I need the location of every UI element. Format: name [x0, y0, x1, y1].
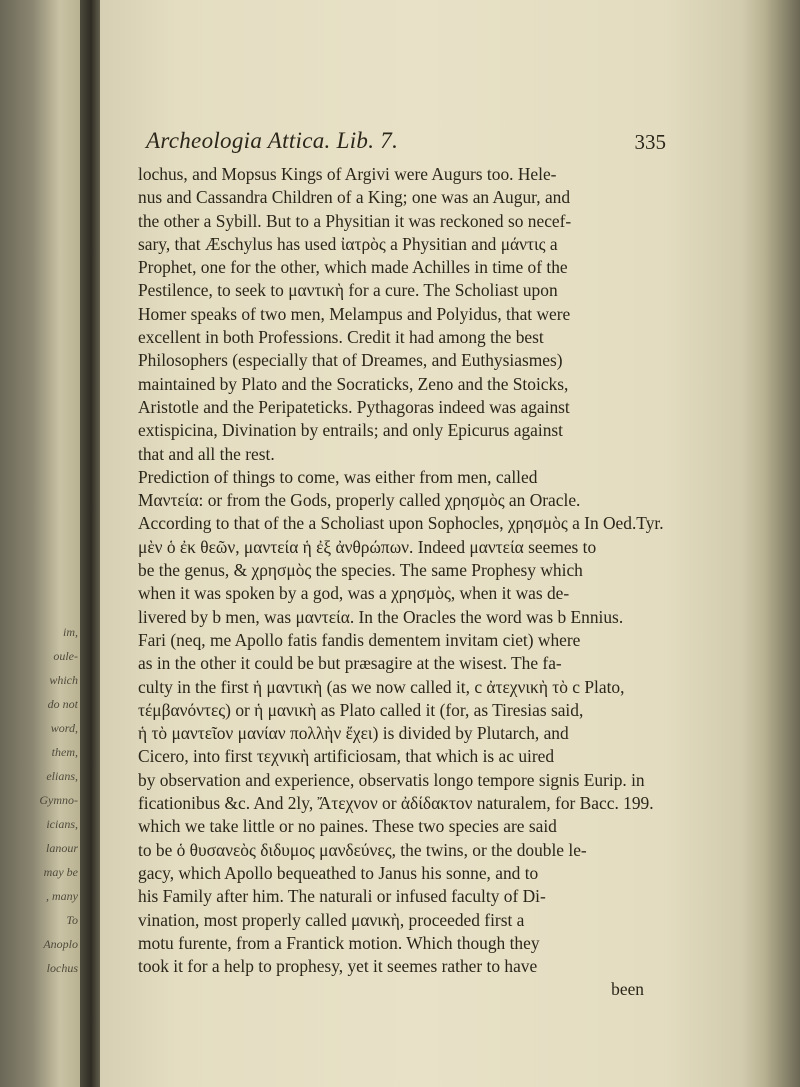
text-line: Pestilence, to seek to μαντικὴ for a cure. The Scholiast upon: [138, 280, 558, 301]
facing-fragment: may be: [43, 865, 78, 879]
facing-fragment: lochus: [46, 961, 78, 975]
facing-fragment: elians,: [46, 769, 78, 783]
book-gutter: [80, 0, 102, 1087]
facing-fragment: word,: [50, 721, 78, 735]
facing-fragment: them,: [51, 745, 78, 759]
page-number: 335: [634, 130, 666, 154]
catchword: been: [611, 979, 644, 1000]
text-line: Prediction of things to come, was either from men, called: [138, 466, 538, 487]
text-line: took it for a help to prophesy, yet it seemes rather to have: [138, 956, 538, 977]
text-line: Philosophers (especially that of Dreames, and Euthysiasmes): [138, 350, 563, 371]
text-line: that and all the rest.: [138, 443, 275, 464]
text-line: by observation and experience, observatis longo tempore signis Eurip. in: [138, 769, 645, 790]
page-edge-right: [740, 0, 800, 1087]
text-line: vination, most properly called μανικὴ, proceeded first a: [138, 909, 525, 930]
text-line: τέμβανόντες) or ἡ μανικὴ as Plato called it (for, as Tiresias said,: [138, 699, 584, 720]
text-line: motu furente, from a Frantick motion. Which though they: [138, 932, 540, 953]
text-line: maintained by Plato and the Socraticks, Zeno and the Stoicks,: [138, 373, 569, 394]
text-line: Cicero, into first τεχνικὴ artificiosam, that which is ac uired: [138, 746, 555, 767]
text-line: gacy, which Apollo bequeathed to Janus his sonne, and to: [138, 862, 539, 883]
facing-fragment: icians,: [46, 817, 78, 831]
text-line: his Family after him. The naturali or infused faculty of Di-: [138, 886, 546, 907]
text-line: extispicina, Divination by entrails; and only Epicurus against: [138, 420, 564, 441]
text-line: when it was spoken by a god, was a χρησμὸς, when it was de-: [138, 583, 570, 604]
text-line: sary, that Æschylus has used ἰατρὸς a Physitian and μάντις a: [138, 233, 558, 254]
text-line: culty in the first ἡ μαντικὴ (as we now called it, c ἀτεχνικὴ τὸ c Plato,: [138, 676, 625, 697]
facing-page-fragments: [18, 620, 78, 980]
text-line: the other a Sybill. But to a Physitian it was reckoned so necef-: [138, 210, 572, 231]
facing-fragment: lanour: [45, 841, 78, 855]
facing-fragment: Anoplo: [43, 937, 78, 951]
facing-fragment: im,: [63, 625, 78, 639]
facing-fragment: To: [66, 913, 78, 927]
facing-fragment: oule-: [53, 649, 78, 663]
facing-fragment: Gymno-: [39, 793, 78, 807]
facing-page-edge: [0, 0, 80, 1087]
body-text: [138, 163, 708, 1002]
text-line: be the genus, & χρησμὸς the species. The same Prophesy which: [138, 560, 583, 581]
text-line: Homer speaks of two men, Melampus and Polyidus, that were: [138, 303, 571, 324]
text-line: ficationibus &c. And 2ly, Ἄτεχνον or ἀδίδακτον naturalem, for Bacc. 199.: [138, 793, 654, 814]
text-line: Prophet, one for the other, which made Achilles in time of the: [138, 257, 568, 278]
text-line: μὲν ὁ ἐκ θεῶν, μαντεία ἡ ἐξ ἀνθρώπων. Indeed μαντεία seemes to: [138, 536, 597, 557]
text-line: as in the other it could be but præsagire at the wisest. The fa-: [138, 653, 562, 674]
text-line: Fari (neq, me Apollo fatis fandis dementem invitam ciet) where: [138, 629, 581, 650]
text-line: lochus, and Mopsus Kings of Argivi were Augurs too. Hele-: [138, 164, 557, 184]
facing-fragment: which: [49, 673, 78, 687]
book-page: [100, 0, 742, 1087]
text-line: Μαντεία: or from the Gods, properly called χρησμὸς an Oracle.: [138, 490, 581, 511]
facing-fragment: do not: [47, 697, 78, 711]
running-title: Archeologia Attica. Lib. 7.: [146, 128, 399, 153]
text-line: ἡ τὸ μαντεῖον μανίαν πολλὴν ἔχει) is divided by Plutarch, and: [138, 723, 569, 744]
text-line: which we take little or no paines. These two species are said: [138, 816, 557, 837]
text-line: nus and Cassandra Children of a King; one was an Augur, and: [138, 187, 571, 208]
text-line: Aristotle and the Peripateticks. Pythagoras indeed was against: [138, 396, 570, 417]
text-line: livered by b men, was μαντεία. In the Oracles the word was b Ennius.: [138, 606, 624, 627]
facing-fragment: , many: [46, 889, 78, 903]
text-line: excellent in both Professions. Credit it had among the best: [138, 327, 544, 348]
text-line: According to that of the a Scholiast upon Sophocles, χρησμὸς a In Oed.Tyr.: [138, 513, 664, 534]
running-head: [146, 128, 666, 158]
text-line: to be ὁ θυσανεὸς διδυμος μανδεύνες, the twins, or the double le-: [138, 839, 587, 860]
